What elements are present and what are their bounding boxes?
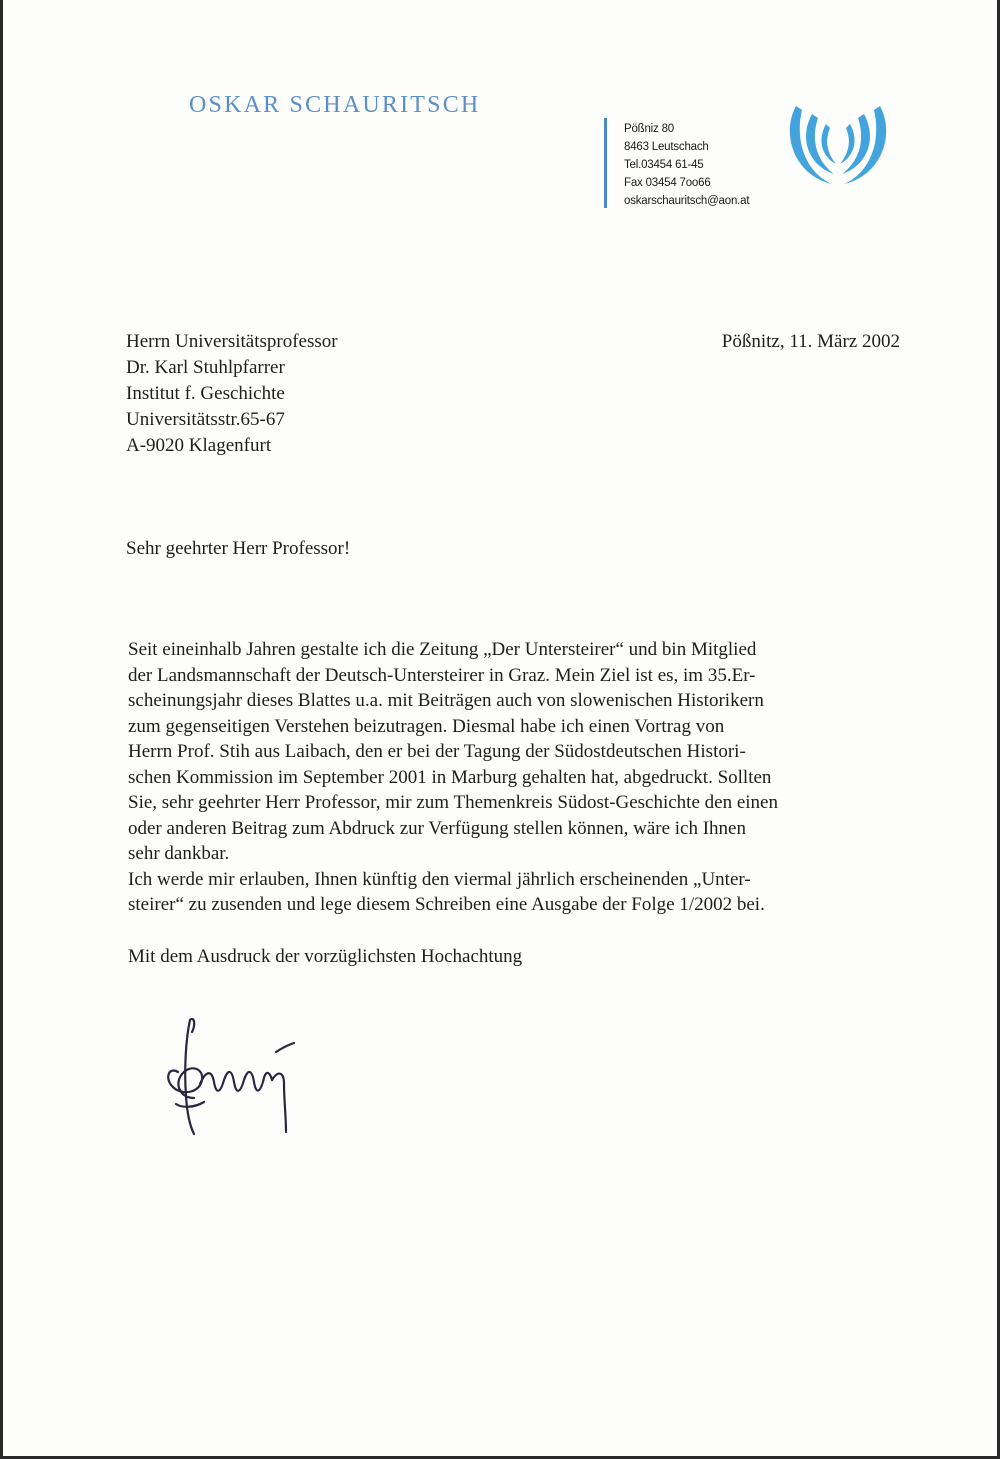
recipient-address: [126, 329, 338, 459]
wing-arcs-logo-icon: [786, 96, 890, 188]
letterhead-divider: [604, 118, 607, 208]
contact-city: 8463 Leutschach: [624, 141, 709, 153]
letterhead-name: OSKAR SCHAURITSCH: [189, 92, 481, 118]
letter-body: [128, 637, 918, 918]
contact-street: Pößniz 80: [624, 123, 674, 135]
body-line: scheinungsjahr dieses Blattes u.a. mit Beiträgen auch von slowenischen Historikern: [128, 690, 764, 711]
contact-email: oskarschauritsch@aon.at: [624, 195, 750, 207]
body-line: schen Kommission im September 2001 in Marburg gehalten hat, abgedruckt. Sollten: [128, 766, 772, 788]
body-line: Ich werde mir erlauben, Ihnen künftig den viermal jährlich erscheinenden „Unter-: [128, 868, 751, 890]
closing-phrase: Mit dem Ausdruck der vorzüglichsten Hochachtung: [128, 946, 523, 967]
body-line: zum gegenseitigen Verstehen beizutragen. Diesmal habe ich einen Vortrag von: [128, 715, 725, 737]
letterhead-contact: [624, 120, 749, 210]
body-line: steirer“ zu zusenden und lege diesem Schreiben eine Ausgabe der Folge 1/2002 bei.: [128, 894, 765, 915]
recipient-line: Dr. Karl Stuhlpfarrer: [126, 357, 285, 378]
recipient-line: A-9020 Klagenfurt: [126, 435, 272, 456]
contact-fax: Fax 03454 7oo66: [624, 177, 711, 189]
recipient-line: Herrn Universitätsprofessor: [126, 331, 338, 352]
salutation: Sehr geehrter Herr Professor!: [126, 538, 351, 559]
body-line: der Landsmannschaft der Deutsch-Untersteirer in Graz. Mein Ziel ist es, im 35.Er-: [128, 664, 756, 686]
scan-edge-left: [0, 0, 3, 1459]
handwritten-signature: [160, 1008, 330, 1148]
body-line: sehr dankbar.: [128, 843, 230, 864]
contact-phone: Tel.03454 61-45: [624, 159, 704, 171]
recipient-line: Universitätsstr.65-67: [126, 409, 285, 430]
body-line: Herrn Prof. Stih aus Laibach, den er bei der Tagung der Südostdeutschen Histori-: [128, 741, 746, 762]
date-line: Pößnitz, 11. März 2002: [721, 331, 900, 352]
body-line: Sie, sehr geehrter Herr Professor, mir zum Themenkreis Südost-Geschichte den einen: [128, 792, 778, 813]
recipient-line: Institut f. Geschichte: [126, 383, 285, 404]
body-line: oder anderen Beitrag zum Abdruck zur Verfügung stellen können, wäre ich Ihnen: [128, 817, 746, 839]
body-line: Seit eineinhalb Jahren gestalte ich die Zeitung „Der Untersteirer“ und bin Mitglied: [128, 639, 757, 660]
